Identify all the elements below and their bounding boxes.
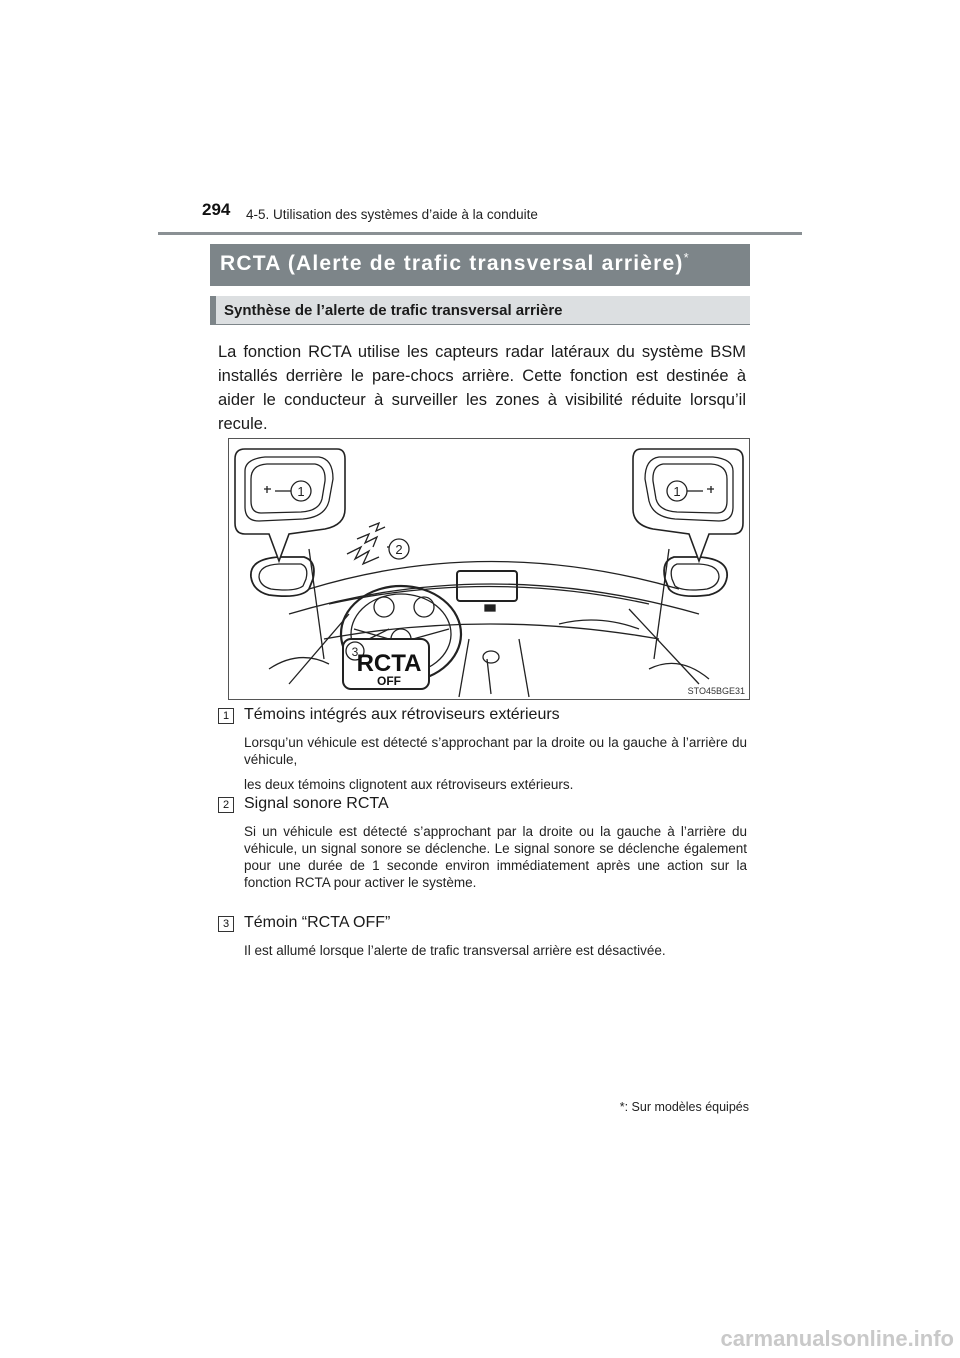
figure-code: STO45BGE31 <box>687 686 745 696</box>
indicator-callout: 3 <box>351 645 359 659</box>
section-breadcrumb: 4-5. Utilisation des systèmes d’aide à la conduite <box>246 207 538 222</box>
item-description <box>244 823 747 899</box>
subsection-heading: Synthèse de l’alerte de trafic transversal arrière <box>210 296 750 324</box>
item-title: Témoin “RCTA OFF” <box>244 914 391 931</box>
footnote <box>620 1100 749 1114</box>
title-asterisk: * <box>683 250 689 265</box>
dashboard-illustration <box>228 438 750 700</box>
item-paragraph: Si un véhicule est détecté s’approchant par la droite ou la gauche à l’arrière du véhicule, un signal sonore se déclenche. Le signal sonore se déclenche également pour une durée de 1 seconde environ immédiatement après une action sur la fonction RCTA pour activer le système. <box>244 824 747 890</box>
off-indicator-text: OFF <box>377 674 401 688</box>
item-number: 1 <box>218 708 234 724</box>
mirror-callout-left: 1 <box>297 484 305 499</box>
header-divider <box>158 232 802 235</box>
item-number: 2 <box>218 797 234 813</box>
rcta-indicator-text: RCTA <box>356 650 422 677</box>
page-title <box>210 244 750 286</box>
sound-callout: 2 <box>395 542 403 557</box>
item-paragraph: les deux témoins clignotent aux rétroviseurs extérieurs. <box>244 777 574 792</box>
item-paragraph: Lorsqu’un véhicule est détecté s’approchant par la droite ou la gauche à l’arrière du véhicule, <box>244 735 747 767</box>
item-title: Signal sonore RCTA <box>244 795 389 812</box>
intro-paragraph: La fonction RCTA utilise les capteurs radar latéraux du système BSM installés derrière le pare-chocs arrière. Cette fonction est destinée à aider le conducteur à surveiller les zones à visibilité réduite lorsqu’il recule. <box>218 343 746 433</box>
item-description <box>244 734 747 801</box>
title-text: RCTA (Alerte de trafic transversal arrière) <box>220 252 684 275</box>
item-description <box>244 942 747 967</box>
mirror-callout-right: 1 <box>673 484 681 499</box>
footnote-asterisk: * <box>619 1100 625 1114</box>
dashboard-drawing <box>229 439 749 699</box>
item-number: 3 <box>218 916 234 932</box>
footnote-text: : Sur modèles équipés <box>624 1100 749 1114</box>
page-number: 294 <box>202 200 231 219</box>
item-title: Témoins intégrés aux rétroviseurs extérieurs <box>244 706 560 723</box>
item-paragraph: Il est allumé lorsque l’alerte de trafic transversal arrière est désactivée. <box>244 943 666 958</box>
watermark-logo: carmanualsonline.info <box>720 1326 954 1351</box>
